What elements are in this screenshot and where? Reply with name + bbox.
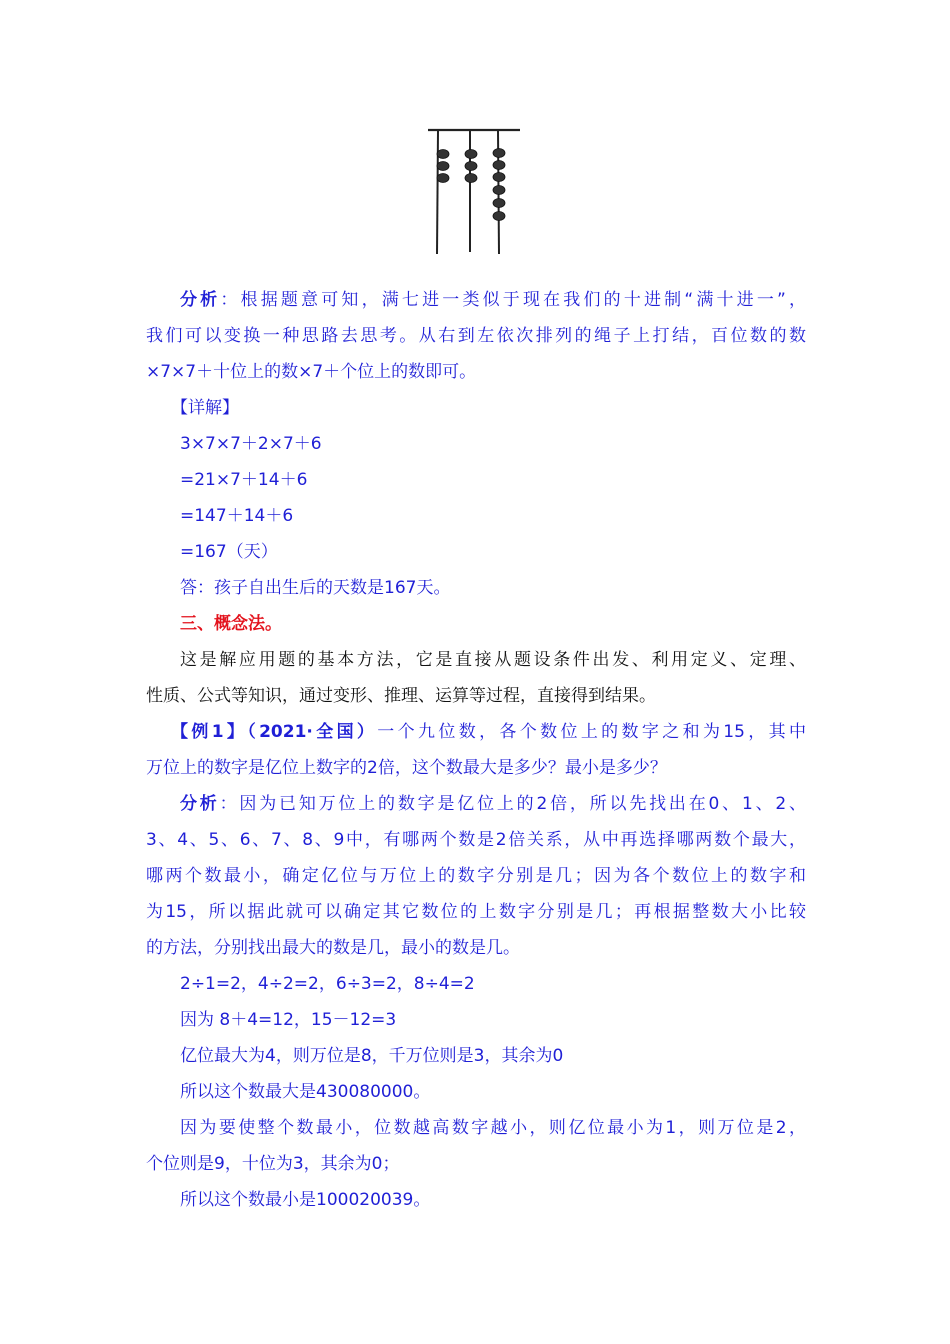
analysis2-line4: 为15，所以据此就可以确定其它数位的上数字分别是几；再根据整数大小比较 [146,902,806,922]
knot-rope-figure [425,126,525,256]
example1-line1: 【例1】（2021·全国）一个九位数，各个数位上的数字之和为15，其中 [171,722,806,742]
solution-line: 所以这个数最大是430080000。 [180,1082,431,1102]
analysis2-line1: 分析：因为已知万位上的数字是亿位上的2倍，所以先找出在0、1、2、 [180,794,806,814]
solution-line: 个位则是9，十位为3，其余为0； [146,1154,400,1174]
solution-line: 因为 8＋4=12，15－12=3 [180,1010,397,1030]
analysis1-line3: ×7×7＋十位上的数×7＋个位上的数即可。 [146,362,477,382]
analysis2-line5: 的方法，分别找出最大的数是几，最小的数是几。 [146,938,520,958]
analysis1-line1: 分析：根据题意可知，满七进一类似于现在我们的十进制“满十进一”， [180,290,807,310]
detail-step: =167（天） [180,542,278,562]
detail-answer: 答：孩子自出生后的天数是167天。 [180,578,451,598]
analysis1-line2: 我们可以变换一种思路去思考。从右到左依次排列的绳子上打结，百位数的数 [146,326,806,346]
analysis2-line3: 哪两个数最小，确定亿位与万位上的数字分别是几；因为各个数位上的数字和 [146,866,806,886]
solution-line: 亿位最大为4，则万位是8，千万位则是3，其余为0 [180,1046,564,1066]
detail-step: =21×7＋14＋6 [180,470,308,490]
document-body [146,282,806,1218]
detail-step: =147＋14＋6 [180,506,294,526]
solution-line: 所以这个数最小是100020039。 [180,1190,431,1210]
section-para-line2: 性质、公式等知识，通过变形、推理、运算等过程，直接得到结果。 [146,686,656,706]
analysis2-line2: 3、4、5、6、7、8、9中，有哪两个数是2倍关系，从中再选择哪两数个最大， [146,830,806,850]
solution-line: 因为要使整个数最小，位数越高数字越小，则亿位最小为1，则万位是2， [180,1118,806,1138]
detail-heading: 【详解】 [171,398,239,418]
example-label: 【例1】（2021·全国） [171,722,378,742]
example1-line2: 万位上的数字是亿位上数字的2倍，这个数最大是多少？最小是多少？ [146,758,667,778]
detail-step: 3×7×7＋2×7＋6 [180,434,322,454]
solution-line: 2÷1=2，4÷2=2，6÷3=2，8÷4=2 [180,974,475,994]
analysis-label: 分析 [180,290,221,310]
analysis-label: 分析 [180,794,220,814]
section-para-line1: 这是解应用题的基本方法，它是直接从题设条件出发、利用定义、定理、 [180,650,806,670]
section-title: 三、概念法。 [180,614,282,634]
